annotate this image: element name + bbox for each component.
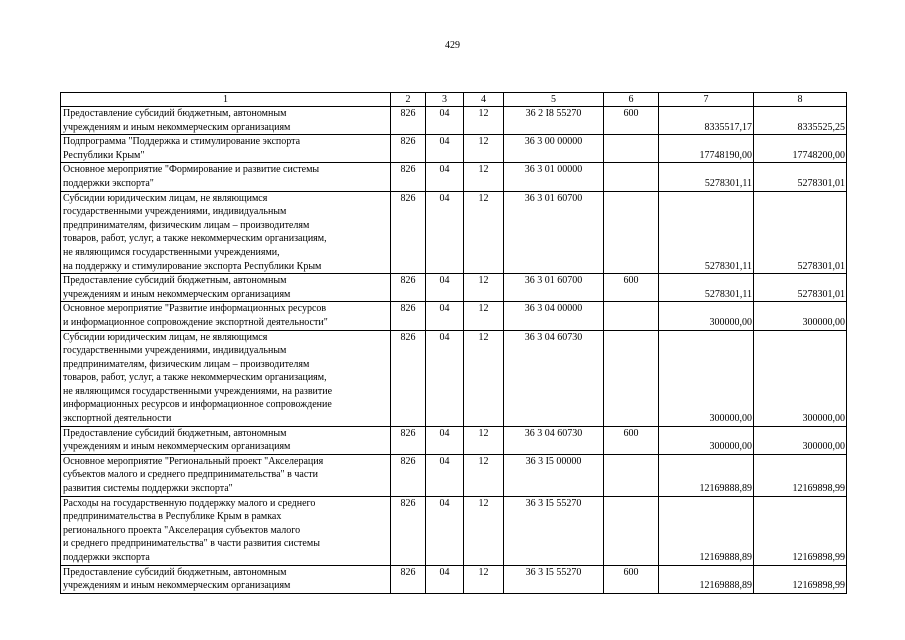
target-article-cell: 36 3 04 00000 — [504, 302, 604, 330]
row-name-line: развития системы поддержки экспорта" — [63, 483, 233, 495]
amount-year-2-cell: 12169898,99 — [754, 454, 847, 496]
amount-year-1-cell: 300000,00 — [659, 330, 754, 426]
code-cell: 826 — [391, 426, 426, 454]
row-name-cell — [61, 330, 391, 426]
target-article-cell: 36 3 I5 55270 — [504, 565, 604, 593]
header-cell: 4 — [464, 93, 504, 107]
target-article-cell: 36 3 00 00000 — [504, 135, 604, 163]
code-cell: 826 — [391, 565, 426, 593]
code-cell: 826 — [391, 191, 426, 274]
subsection-cell: 12 — [464, 454, 504, 496]
target-article-cell: 36 3 I5 00000 — [504, 454, 604, 496]
row-name-line: Основное мероприятие "Формирование и развитие системы — [63, 164, 320, 176]
row-name-line: учреждениям и иным некоммерческим организациям — [63, 121, 291, 133]
expense-type-cell: 600 — [604, 565, 659, 593]
amount-year-1-cell: 8335517,17 — [659, 107, 754, 135]
amount-year-1-cell: 5278301,11 — [659, 191, 754, 274]
row-name-line: государственными учреждениями, индивидуальным — [63, 345, 287, 357]
row-name-line: государственными учреждениями, индивидуальным — [63, 206, 287, 218]
amount-year-2-cell: 300000,00 — [754, 302, 847, 330]
table-row — [61, 163, 847, 191]
row-name-line: и информационное сопровождение экспортной деятельности" — [63, 316, 328, 328]
budget-table — [60, 92, 847, 594]
row-name-line: учреждениям и иным некоммерческим организациям — [63, 441, 291, 453]
amount-year-1-cell: 17748190,00 — [659, 135, 754, 163]
amount-year-1-cell: 5278301,11 — [659, 274, 754, 302]
expense-type-cell — [604, 135, 659, 163]
row-name-line: учреждениям и иным некоммерческим организациям — [63, 288, 291, 300]
section-cell: 04 — [426, 426, 464, 454]
table-header-row — [61, 93, 847, 107]
expense-type-cell — [604, 496, 659, 565]
row-name-cell — [61, 496, 391, 565]
row-name-line: на поддержку и стимулирование экспорта Республики Крым — [63, 260, 322, 272]
row-name-cell — [61, 426, 391, 454]
amount-year-2-cell: 17748200,00 — [754, 135, 847, 163]
table-row — [61, 330, 847, 426]
amount-year-2-cell: 12169898,99 — [754, 496, 847, 565]
code-cell: 826 — [391, 163, 426, 191]
amount-year-2-cell: 12169898,99 — [754, 565, 847, 593]
amount-year-1-cell: 12169888,89 — [659, 496, 754, 565]
header-cell: 1 — [61, 93, 391, 107]
code-cell: 826 — [391, 107, 426, 135]
table-row — [61, 426, 847, 454]
section-cell: 04 — [426, 135, 464, 163]
section-cell: 04 — [426, 191, 464, 274]
amount-year-1-cell: 5278301,11 — [659, 163, 754, 191]
row-name-line: товаров, работ, услуг, а также некоммерческим организациям, — [63, 233, 327, 245]
code-cell: 826 — [391, 274, 426, 302]
amount-year-1-cell: 12169888,89 — [659, 565, 754, 593]
row-name-line: поддержки экспорта — [63, 552, 150, 563]
expense-type-cell: 600 — [604, 107, 659, 135]
table-row — [61, 496, 847, 565]
amount-year-2-cell: 5278301,01 — [754, 163, 847, 191]
code-cell: 826 — [391, 496, 426, 565]
target-article-cell: 36 3 01 60700 — [504, 191, 604, 274]
row-name-cell — [61, 107, 391, 135]
code-cell: 826 — [391, 330, 426, 426]
expense-type-cell: 600 — [604, 426, 659, 454]
code-cell: 826 — [391, 135, 426, 163]
expense-type-cell — [604, 191, 659, 274]
row-name-line: учреждениям и иным некоммерческим организациям — [63, 580, 291, 592]
row-name-line: Республики Крым" — [63, 149, 145, 161]
subsection-cell: 12 — [464, 302, 504, 330]
header-cell: 7 — [659, 93, 754, 107]
row-name-cell — [61, 191, 391, 274]
target-article-cell: 36 2 I8 55270 — [504, 107, 604, 135]
row-name-line: предпринимателям, физическим лицам – производителям — [63, 358, 310, 370]
row-name-cell — [61, 274, 391, 302]
header-cell: 2 — [391, 93, 426, 107]
section-cell: 04 — [426, 107, 464, 135]
section-cell: 04 — [426, 302, 464, 330]
table-row — [61, 107, 847, 135]
subsection-cell: 12 — [464, 107, 504, 135]
subsection-cell: 12 — [464, 191, 504, 274]
expense-type-cell — [604, 330, 659, 426]
table-row — [61, 191, 847, 274]
row-name-line: не являющимся государственными учреждениями, на развитие — [63, 385, 333, 397]
table-row — [61, 302, 847, 330]
target-article-cell: 36 3 04 60730 — [504, 426, 604, 454]
section-cell: 04 — [426, 330, 464, 426]
row-name-line: Предоставление субсидий бюджетным, автономным — [63, 566, 287, 578]
row-name-line: Основное мероприятие "Региональный проект "Акселерация — [63, 455, 324, 467]
row-name-line: предпринимательства в Республике Крым в рамках — [63, 511, 282, 523]
row-name-cell — [61, 302, 391, 330]
row-name-cell — [61, 565, 391, 593]
target-article-cell: 36 3 I5 55270 — [504, 496, 604, 565]
row-name-line: Субсидии юридическим лицам, не являющимся — [63, 331, 268, 343]
section-cell: 04 — [426, 496, 464, 565]
target-article-cell: 36 3 04 60730 — [504, 330, 604, 426]
section-cell: 04 — [426, 454, 464, 496]
target-article-cell: 36 3 01 00000 — [504, 163, 604, 191]
section-cell: 04 — [426, 163, 464, 191]
expense-type-cell: 600 — [604, 274, 659, 302]
section-cell: 04 — [426, 274, 464, 302]
section-cell: 04 — [426, 565, 464, 593]
header-cell: 5 — [504, 93, 604, 107]
subsection-cell: 12 — [464, 163, 504, 191]
row-name-line: субъектов малого и среднего предпринимательства" в части — [63, 469, 318, 481]
amount-year-1-cell: 300000,00 — [659, 426, 754, 454]
target-article-cell: 36 3 01 60700 — [504, 274, 604, 302]
header-cell: 6 — [604, 93, 659, 107]
amount-year-1-cell: 300000,00 — [659, 302, 754, 330]
row-name-line: регионального проекта "Акселерация субъектов малого — [63, 524, 301, 536]
row-name-line: экспортной деятельности — [63, 413, 172, 425]
subsection-cell: 12 — [464, 330, 504, 426]
subsection-cell: 12 — [464, 496, 504, 565]
expense-type-cell — [604, 302, 659, 330]
row-name-cell — [61, 163, 391, 191]
row-name-cell — [61, 135, 391, 163]
row-name-line: Подпрограмма "Поддержка и стимулирование экспорта — [63, 136, 301, 148]
amount-year-2-cell: 5278301,01 — [754, 274, 847, 302]
header-cell: 3 — [426, 93, 464, 107]
row-name-line: не являющимся государственными учреждениями, — [63, 246, 280, 258]
expense-type-cell — [604, 163, 659, 191]
table-row — [61, 565, 847, 593]
subsection-cell: 12 — [464, 135, 504, 163]
row-name-line: Предоставление субсидий бюджетным, автономным — [63, 275, 287, 287]
amount-year-2-cell: 5278301,01 — [754, 191, 847, 274]
row-name-line: и среднего предпринимательства" в части развития системы — [63, 538, 320, 550]
row-name-line: Субсидии юридическим лицам, не являющимся — [63, 192, 268, 204]
page-number: 429 — [445, 40, 460, 51]
row-name-line: информационных ресурсов и информационное сопровождение — [63, 399, 332, 411]
row-name-line: Предоставление субсидий бюджетным, автономным — [63, 427, 287, 439]
row-name-line: Расходы на государственную поддержку малого и среднего — [63, 497, 316, 509]
amount-year-2-cell: 8335525,25 — [754, 107, 847, 135]
table-row — [61, 274, 847, 302]
amount-year-2-cell: 300000,00 — [754, 330, 847, 426]
subsection-cell: 12 — [464, 426, 504, 454]
row-name-line: поддержки экспорта" — [63, 177, 154, 189]
table-row — [61, 135, 847, 163]
row-name-line: товаров, работ, услуг, а также некоммерческим организациям, — [63, 372, 327, 384]
amount-year-1-cell: 12169888,89 — [659, 454, 754, 496]
row-name-line: Предоставление субсидий бюджетным, автономным — [63, 108, 287, 119]
row-name-line: предпринимателям, физическим лицам – производителям — [63, 219, 310, 231]
code-cell: 826 — [391, 454, 426, 496]
amount-year-2-cell: 300000,00 — [754, 426, 847, 454]
expense-type-cell — [604, 454, 659, 496]
row-name-cell — [61, 454, 391, 496]
subsection-cell: 12 — [464, 565, 504, 593]
header-cell: 8 — [754, 93, 847, 107]
row-name-line: Основное мероприятие "Развитие информационных ресурсов — [63, 303, 327, 315]
table-row — [61, 454, 847, 496]
code-cell: 826 — [391, 302, 426, 330]
subsection-cell: 12 — [464, 274, 504, 302]
